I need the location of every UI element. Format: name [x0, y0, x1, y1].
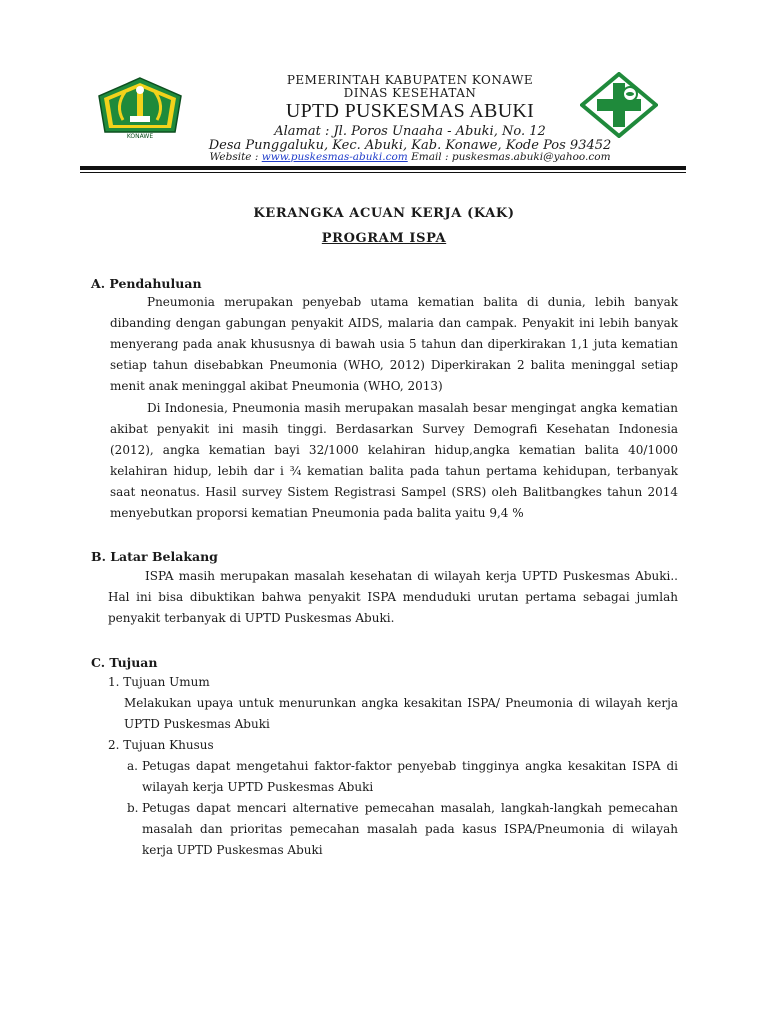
letterhead-address-line-2: Desa Punggaluku, Kec. Abuki, Kab. Konawe, Kode Pos 93452	[208, 138, 612, 153]
letterhead-divider-thin	[80, 172, 686, 173]
website-label: Website :	[209, 151, 262, 163]
document-title: KERANGKA ACUAN KERJA (KAK)	[253, 206, 515, 221]
document-subtitle: PROGRAM ISPA	[321, 231, 447, 246]
section-a-paragraph-1: Pneumonia merupakan penyebab utama kematian balita di dunia, lebih banyak dibanding dengan gabungan penyakit AIDS, malaria dan campak. Penyakit ini lebih banyak menyerang pada anak khususnya di bawah usia 5 tahun dan diperkirakan 1,1 juta kematian setiap tahun disebabkan Pneumonia (WHO, 2012) Diperkirakan 2 balita meninggal setiap menit anak meninggal akibat Pneumonia (WHO, 2013)	[110, 295, 678, 393]
section-b-paragraph-1: ISPA masih merupakan masalah kesehatan di wilayah kerja UPTD Puskesmas Abuki.. Hal ini bisa dibuktikan bahwa penyakit ISPA menduduki urutan pertama sebagai jumlah penyakit terbanyak di UPTD Puskesmas Abuki.	[108, 569, 678, 625]
tujuan-khusus-label: 2. Tujuan Khusus	[108, 738, 214, 752]
sub-item-b-marker: b.	[127, 801, 139, 815]
sub-item-a-text: Petugas dapat mengetahui faktor-faktor penyebab tingginya angka kesakitan ISPA di wilayah kerja UPTD Puskesmas Abuki	[142, 759, 678, 794]
tujuan-umum-text: Melakukan upaya untuk menurunkan angka kesakitan ISPA/ Pneumonia di wilayah kerja UPTD Puskesmas Abuki	[124, 696, 678, 731]
email-text: Email : puskesmas.abuki@yahoo.com	[407, 151, 611, 163]
sub-item-a-marker: a.	[127, 759, 138, 773]
letterhead-government: PEMERINTAH KABUPATEN KONAWE	[286, 73, 534, 87]
letterhead-organization: UPTD PUSKESMAS ABUKI	[285, 100, 535, 122]
website-link[interactable]: www.puskesmas-abuki.com	[261, 151, 408, 163]
tujuan-umum-label: 1. Tujuan Umum	[108, 675, 210, 689]
sub-item-b-text: Petugas dapat mencari alternative pemecahan masalah, langkah-langkah pemecahan masalah dan prioritas pemecahan masalah pada kasus ISPA/Pneumonia di wilayah kerja UPTD Puskesmas Abuki	[142, 801, 678, 857]
letterhead-divider	[80, 166, 686, 170]
section-b-heading: B. Latar Belakang	[91, 549, 218, 564]
letterhead-address-line-1: Alamat : Jl. Poros Unaaha - Abuki, No. 12	[274, 124, 546, 139]
letterhead-contact	[150, 151, 670, 163]
section-c-heading: C. Tujuan	[91, 655, 158, 670]
section-a-paragraph-2: Di Indonesia, Pneumonia masih merupakan masalah besar mengingat angka kematian akibat penyakit ini masih tinggi. Berdasarkan Survey Demografi Kesehatan Indonesia (2012), angka kematian bayi 32/1000 kelahiran hidup,angka kematian balita 40/1000 kelahiran hidup, lebih dar i ¾ kematian balita pada tahun pertama kehidupan, terbanyak saat neonatus. Hasil survey Sistem Registrasi Sampel (SRS) oleh Balitbangkes tahun 2014 menyebutkan proporsi kematian Pneumonia pada balita yaitu 9,4 %	[110, 401, 678, 520]
letterhead-department: DINAS KESEHATAN	[343, 86, 477, 100]
svg-text:KONAWE: KONAWE	[126, 133, 154, 140]
section-a-heading: A. Pendahuluan	[91, 276, 202, 291]
